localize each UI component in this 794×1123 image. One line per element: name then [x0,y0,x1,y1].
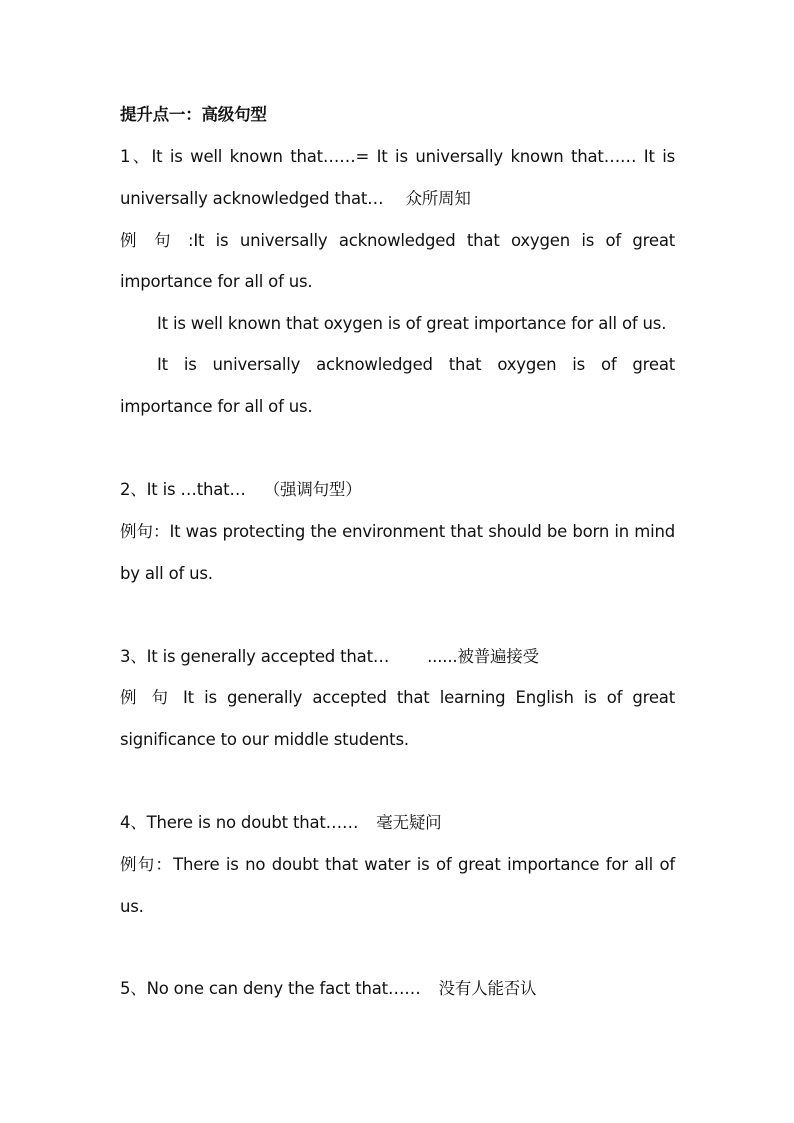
item-2-example-line-1: 例句：It was protecting the environment that should be born in mind [120,522,675,541]
item-2-note-cn: （强调句型） [263,480,362,499]
item-3-example-line-2: significance to our middle students. [120,730,409,749]
item-3-title [120,645,675,669]
item-4-meaning-cn: 毫无疑问 [376,813,442,832]
item-1-example-line-2: importance for all of us. [120,272,313,291]
item-1-alt-example-2-line-2: importance for all of us. [120,397,313,416]
item-5-title-en: 5、No one can deny the fact that…… [120,979,421,998]
item-4-title [120,811,675,835]
item-1-alt-example-2-line-1: It is universally acknowledged that oxygen is of great [157,355,675,374]
item-5-meaning-cn: 没有人能否认 [438,979,537,998]
item-3-example-line-1: 例 句 It is generally accepted that learning English is of great [120,688,675,707]
item-5-title [120,977,675,1001]
item-4-example-line-1: 例句：There is no doubt that water is of great importance for all of [120,855,675,874]
item-3-title-en: 3、It is generally accepted that… [120,647,390,666]
item-1-title-line-2 [120,187,675,211]
item-1-example-line-1: 例 句 :It is universally acknowledged that oxygen is of great [120,231,675,250]
item-1-alt-example-1: It is well known that oxygen is of great importance for all of us. [157,314,667,333]
item-3-meaning-cn: ......被普遍接受 [427,647,539,666]
item-1-title-line-1: 1、It is well known that……= It is universally known that…… It is [120,147,675,166]
item-1-title-en: universally acknowledged that… [120,189,384,208]
item-2-title [120,478,675,502]
item-4-example-line-2: us. [120,897,144,916]
item-2-example-line-2: by all of us. [120,564,213,583]
item-4-title-en: 4、There is no doubt that…… [120,813,359,832]
section-heading: 提升点一：高级句型 [120,105,267,124]
item-2-title-en: 2、It is …that… [120,480,246,499]
item-1-meaning-cn: 众所周知 [405,189,471,208]
